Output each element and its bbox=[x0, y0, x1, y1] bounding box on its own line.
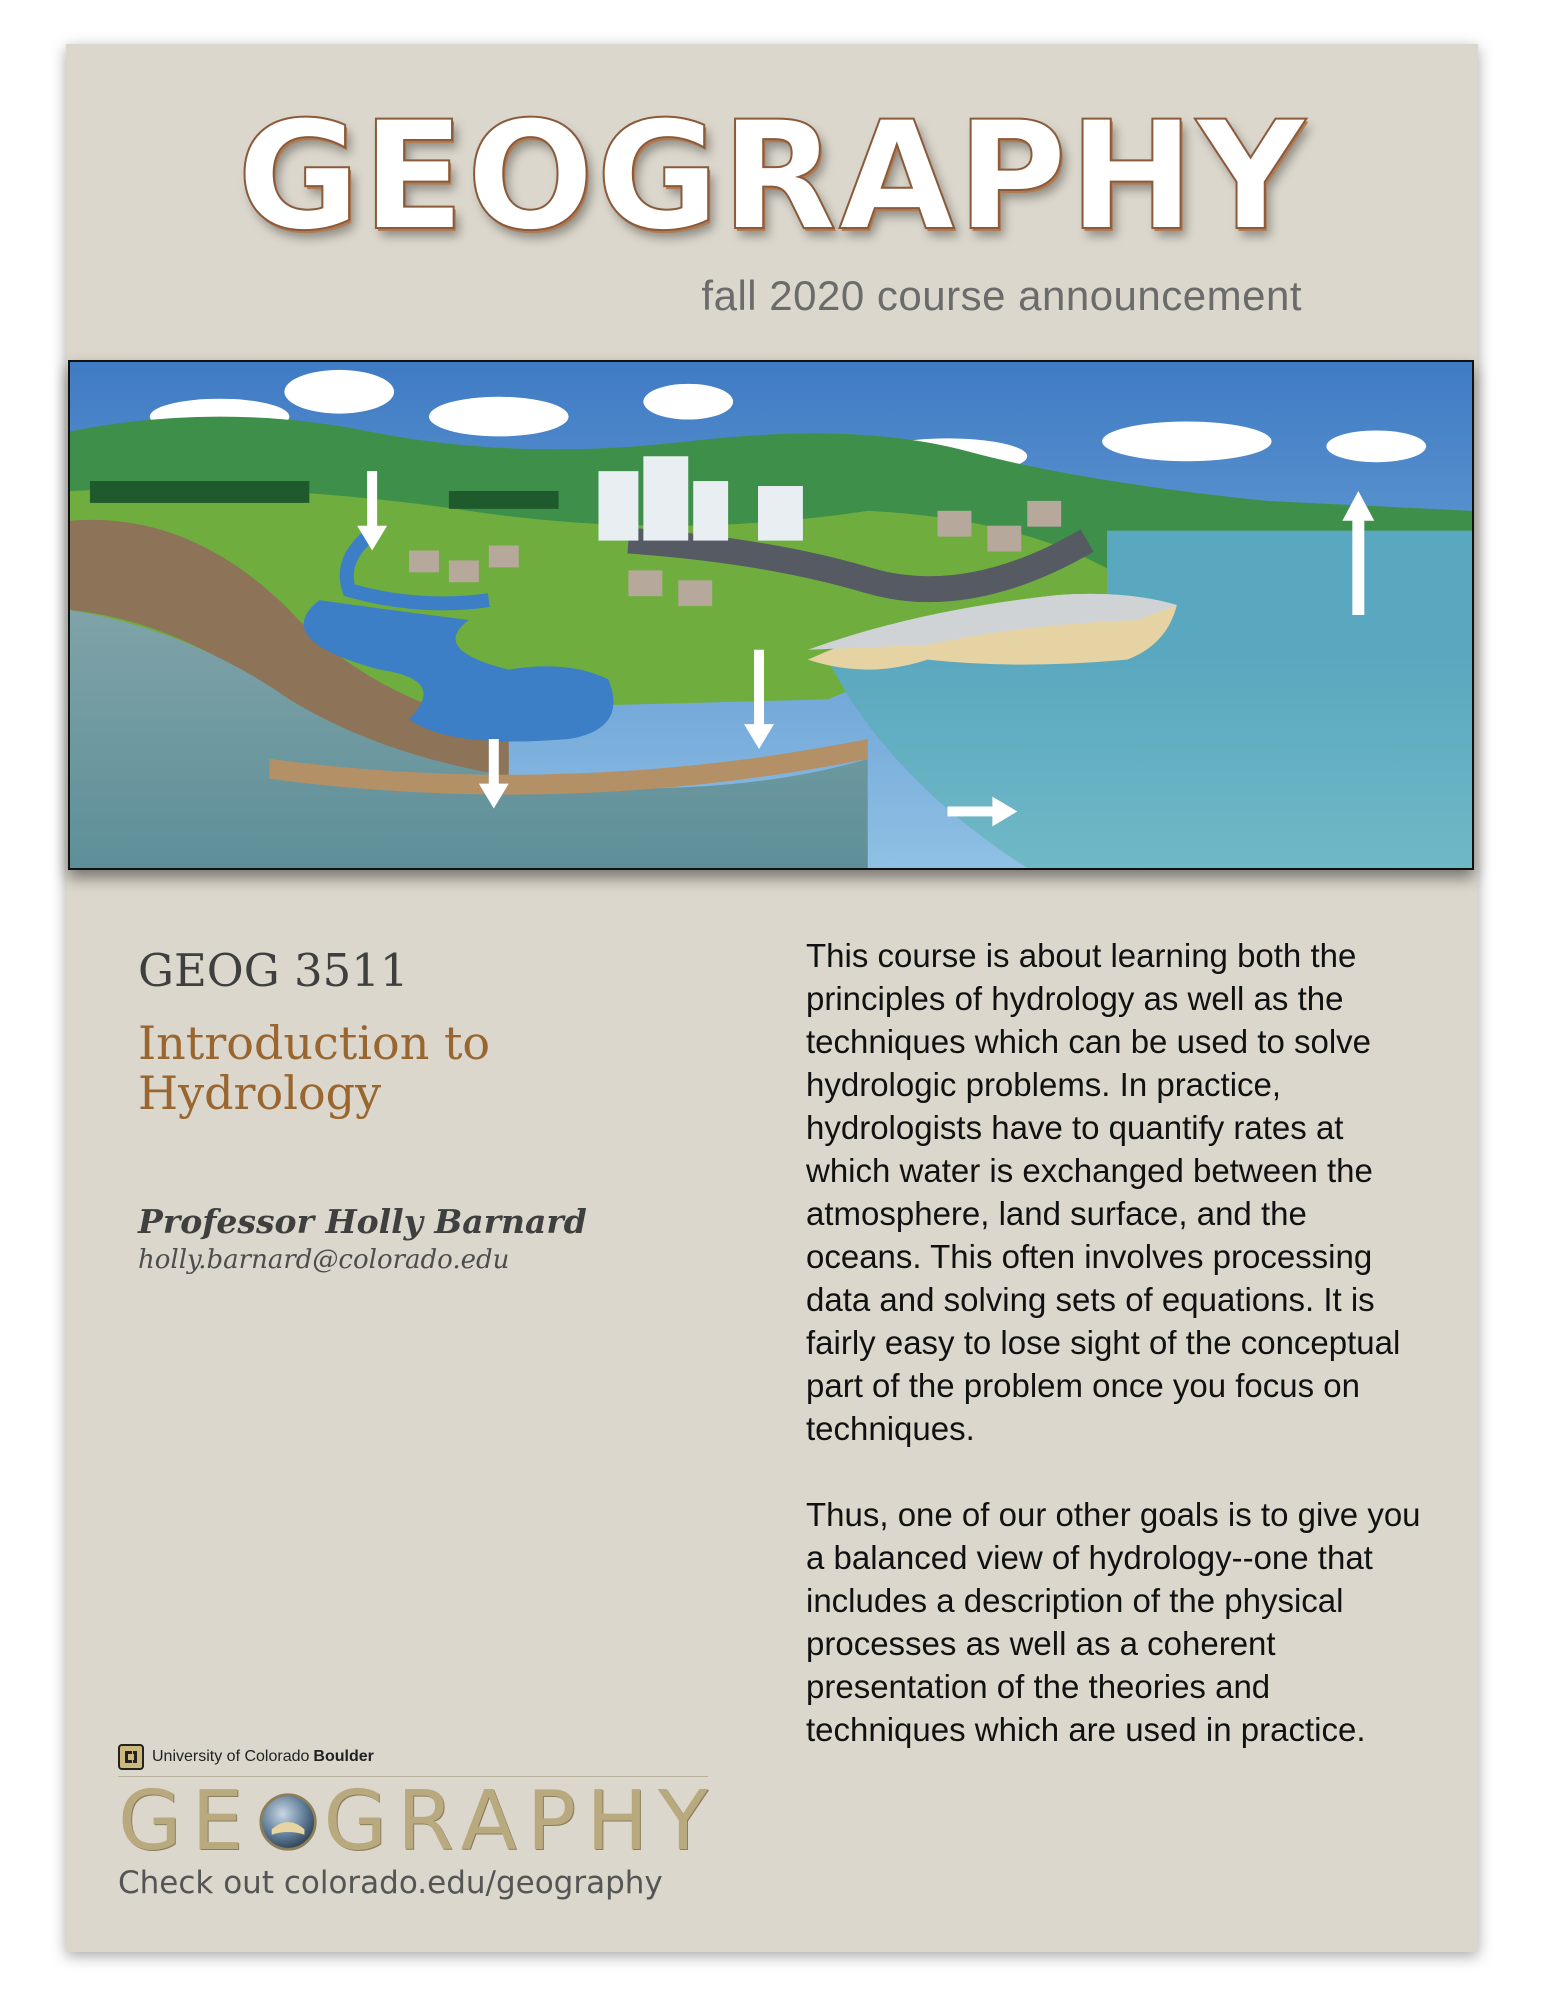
website-link[interactable]: Check out colorado.edu/geography bbox=[118, 1865, 663, 1901]
course-info bbox=[138, 944, 738, 1275]
wordmark-left: GE bbox=[118, 1774, 254, 1869]
professor-name: Professor Holly Barnard bbox=[138, 1202, 587, 1242]
university-name: University of Colorado bbox=[152, 1748, 310, 1765]
course-title-line2: Hydrology bbox=[138, 1065, 382, 1120]
water-cycle-illustration-icon bbox=[70, 362, 1472, 868]
globe-icon bbox=[259, 1790, 317, 1854]
course-code: GEOG 3511 bbox=[138, 944, 409, 997]
university-line bbox=[118, 1744, 708, 1777]
masthead-subtitle: fall 2020 course announcement bbox=[701, 272, 1302, 319]
course-title-line1: Introduction to bbox=[138, 1016, 491, 1070]
description-paragraph-1: This course is about learning both the principles of hydrology as well as the techniques which can be used to solve hydrologic problems. In practice, hydrologists have to quantify rates at which water is exchanged between the atmosphere, land surface, and the oceans. This often involves processing data and solving sets of equations. It is fairly easy to lose sight of the conceptual part of the problem once you focus on techniques. bbox=[806, 937, 1401, 1447]
description-paragraph-2: Thus, one of our other goals is to give you a balanced view of hydrology--one that includes a description of the physical processes as well as a coherent presentation of the theories and techniques which are used in practice. bbox=[806, 1496, 1421, 1748]
wordmark-right: GRAPHY bbox=[323, 1774, 718, 1869]
course-description bbox=[806, 934, 1426, 1794]
geography-wordmark bbox=[118, 1774, 718, 1869]
hydrology-illustration bbox=[68, 360, 1474, 870]
flyer-page bbox=[66, 44, 1478, 1952]
course-title bbox=[138, 1016, 738, 1120]
university-campus: Boulder bbox=[313, 1748, 374, 1765]
professor-email[interactable]: holly.barnard@colorado.edu bbox=[138, 1245, 510, 1276]
department-logo bbox=[118, 1744, 718, 1901]
masthead-title: GEOGRAPHY bbox=[237, 90, 1307, 264]
cu-logo-icon bbox=[118, 1744, 144, 1770]
